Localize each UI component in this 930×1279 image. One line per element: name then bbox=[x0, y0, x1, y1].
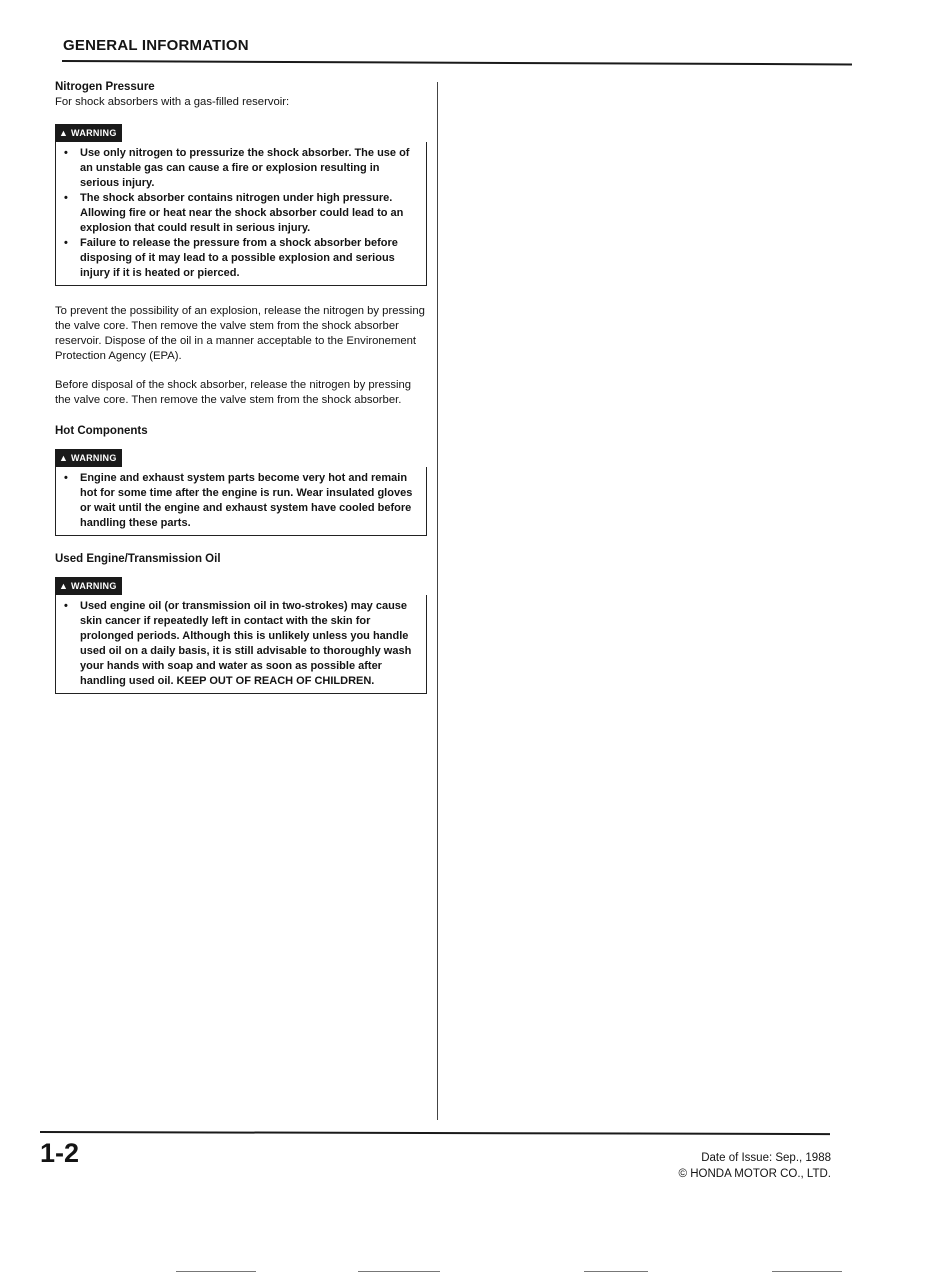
warning-label: WARNING bbox=[71, 128, 117, 138]
warning-triangle-icon: ▲ bbox=[59, 581, 69, 591]
warning-box bbox=[55, 142, 427, 286]
warning-item bbox=[64, 146, 418, 191]
warning-block bbox=[55, 449, 427, 536]
scan-mark bbox=[176, 1271, 256, 1272]
warning-label: WARNING bbox=[71, 581, 117, 591]
bullet-icon: • bbox=[64, 237, 68, 249]
footer-rule bbox=[40, 1131, 830, 1135]
warning-item bbox=[64, 599, 418, 689]
header-rule bbox=[62, 60, 852, 65]
warning-box bbox=[55, 467, 427, 536]
section-used-oil bbox=[55, 552, 427, 694]
section-intro: For shock absorbers with a gas-filled reservoir: bbox=[55, 96, 290, 108]
warning-item bbox=[64, 191, 418, 236]
warning-triangle-icon: ▲ bbox=[59, 128, 69, 138]
section-title: Used Engine/Transmission Oil bbox=[55, 553, 221, 565]
copyright: © HONDA MOTOR CO., LTD. bbox=[678, 1168, 831, 1180]
scan-mark bbox=[358, 1271, 440, 1272]
warning-text: Failure to release the pressure from a shock absorber before disposing of it may lead to a possible explosion and serious injury if it is heated or pierced. bbox=[80, 237, 398, 279]
header-title: GENERAL INFORMATION bbox=[63, 37, 249, 54]
warning-text: Used engine oil (or transmission oil in two-strokes) may cause skin cancer if repeatedly left in contact with the skin for prolonged periods. Although this is unlikely unless you handle used oil on a daily basis, it is still advisable to thoroughly wash your hands with soap and water as soon as possible after handling used oil. KEEP OUT OF REACH OF CHILDREN. bbox=[80, 600, 412, 687]
bullet-icon: • bbox=[64, 147, 68, 159]
warning-text: Use only nitrogen to pressurize the shock absorber. The use of an unstable gas can cause a fire or explosion resulting in serious injury. bbox=[80, 147, 410, 189]
warning-text: The shock absorber contains nitrogen under high pressure. Allowing fire or heat near the shock absorber could lead to an explosion that could result in serious injury. bbox=[80, 192, 404, 234]
warning-text: Engine and exhaust system parts become very hot and remain hot for some time after the engine is run. Wear insulated gloves or wait until the engine and exhaust system have cooled before handling these parts. bbox=[80, 472, 413, 529]
page-number: 1-2 bbox=[40, 1138, 80, 1168]
body-paragraph: To prevent the possibility of an explosion, release the nitrogen by pressing the valve core. Then remove the valve stem from the shock absorber reservoir. Dispose of the oil in a manner acceptable to the Environement Protection Agency (EPA). bbox=[55, 305, 425, 362]
warning-item bbox=[64, 471, 418, 531]
section-title: Nitrogen Pressure bbox=[55, 81, 155, 93]
body-paragraph: Before disposal of the shock absorber, release the nitrogen by pressing the valve core. Then remove the valve stem from the shock absorber. bbox=[55, 379, 412, 406]
warning-badge bbox=[55, 124, 122, 142]
column-divider bbox=[437, 82, 438, 1120]
bullet-icon: • bbox=[64, 472, 68, 484]
warning-block bbox=[55, 577, 427, 694]
section-nitrogen-pressure bbox=[55, 80, 427, 408]
warning-box bbox=[55, 595, 427, 694]
bullet-icon: • bbox=[64, 600, 68, 612]
warning-badge bbox=[55, 449, 122, 467]
left-column bbox=[55, 80, 427, 694]
scan-mark bbox=[584, 1271, 648, 1272]
bullet-icon: • bbox=[64, 192, 68, 204]
section-title: Hot Components bbox=[55, 425, 148, 437]
warning-triangle-icon: ▲ bbox=[59, 453, 69, 463]
warning-label: WARNING bbox=[71, 453, 117, 463]
warning-item bbox=[64, 236, 418, 281]
issue-date: Date of Issue: Sep., 1988 bbox=[701, 1152, 831, 1164]
scan-mark bbox=[772, 1271, 842, 1272]
warning-block bbox=[55, 124, 427, 286]
section-hot-components bbox=[55, 424, 427, 536]
warning-badge bbox=[55, 577, 122, 595]
